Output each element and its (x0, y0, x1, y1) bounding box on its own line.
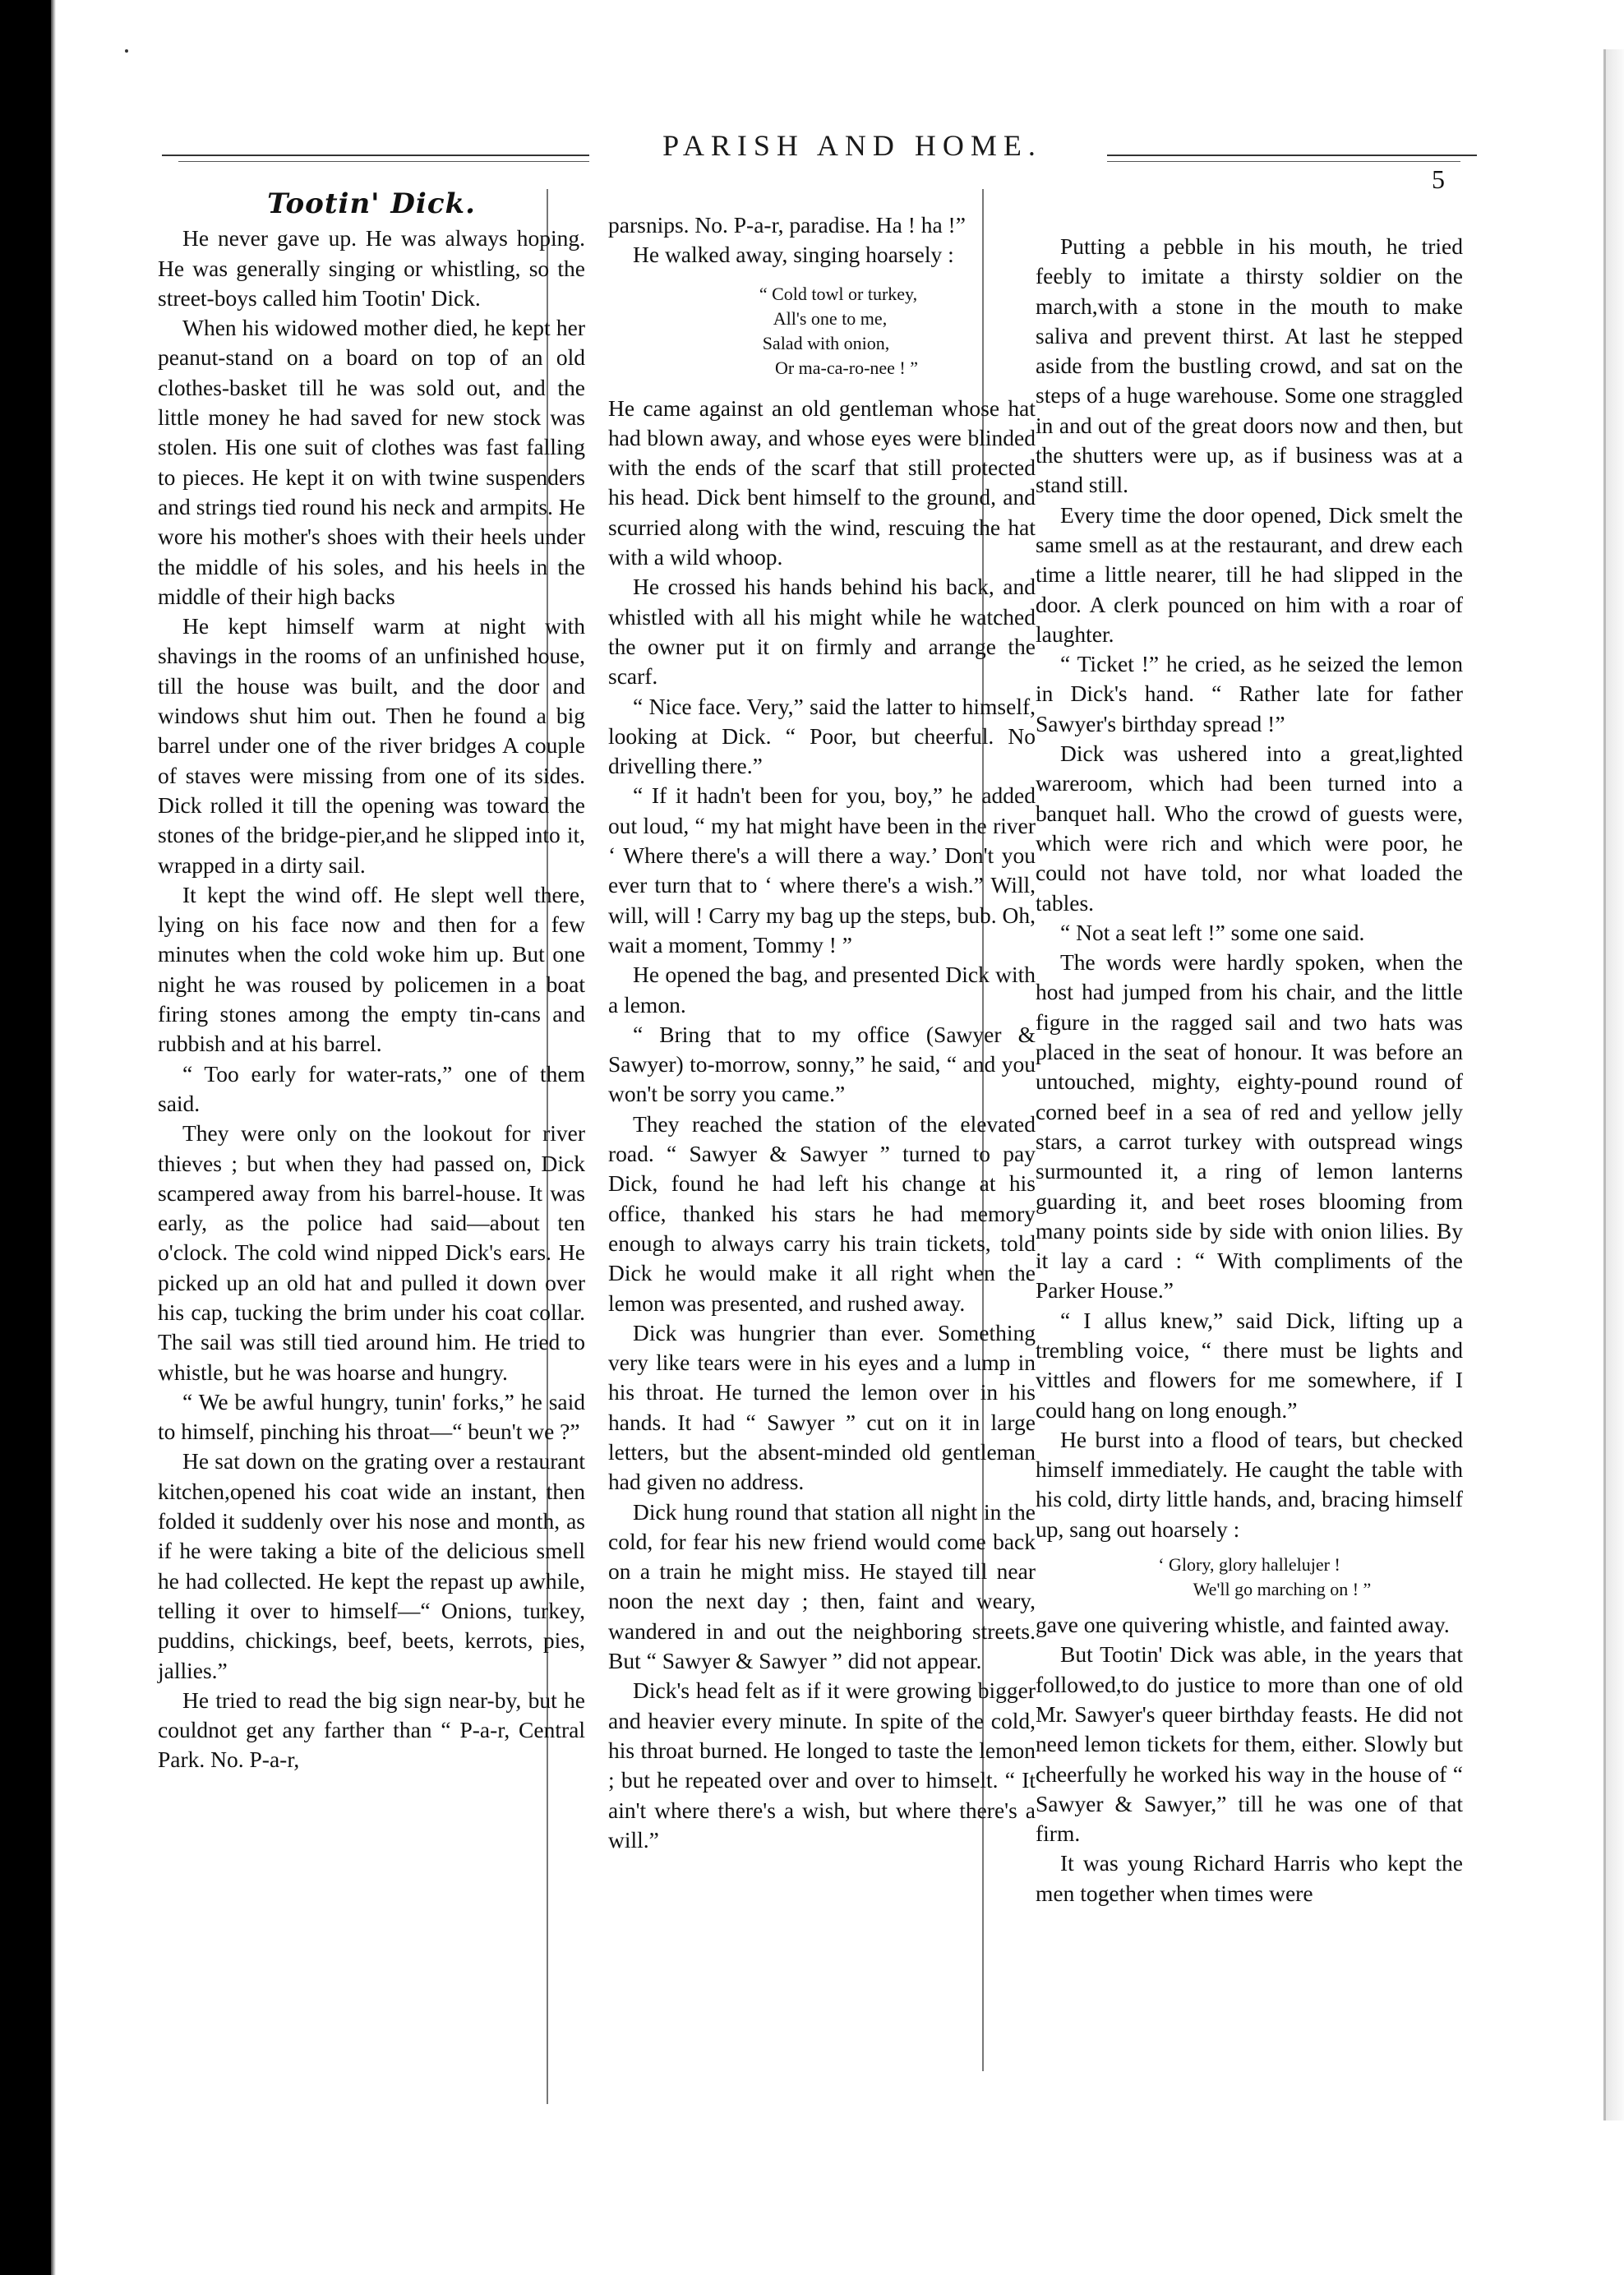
paragraph: Dick was hungrier than ever. Something very like tears were in his eyes and a lump in his throat. He turned the lemon over in his hands. It had “ Sawyer ” cut on it in large letters, but the absent-minded old gentleman had given no address. (608, 1319, 1036, 1495)
paragraph: He kept himself warm at night with shavings in the rooms of an unfinished house, till the house was built, and the door and windows shut him out. Then he found a big barrel under one of the river bridges A couple of staves were missing from one of its sides. Dick rolled it till the opening was toward the stones of the bridge-pier,and he slipped into it, wrapped in a dirty sail. (158, 613, 585, 878)
paragraph: Dick's head felt as if it were growing bigger and heavier every minute. In spite of the cold, his throat burned. He longed to taste the lemon ; but he repeated over and over to himselt. “ It ain't where there's a wish, but where there's a will.” (608, 1677, 1036, 1853)
column-3 (1036, 232, 1463, 1908)
verse-line: “ Cold towl or turkey, (759, 283, 918, 304)
paragraph: When his widowed mother died, he kept her peanut-stand on a board on top of an old clothes-basket till he was sold out, and the little money he had saved for new stock was stolen. His one suit of clothes was fast falling to pieces. He kept it on with twine suspenders and strings tied round his neck and armpits. He wore his mother's shoes with their heels under the middle of his soles, and his heels in the middle of their high backs (158, 315, 585, 609)
paragraph: He burst into a flood of tears, but checked himself immediately. He caught the table with his cold, dirty little hands, and, bracing himself up, sang out hoarsely : (1036, 1426, 1463, 1542)
header-rule-right-thin (1107, 161, 1460, 162)
header-rule-right (1107, 155, 1477, 156)
scan-margin-right (1603, 49, 1624, 2120)
paragraph: “ Not a seat left !” some one said. (1060, 919, 1365, 945)
paragraph: But Tootin' Dick was able, in the years that followed,to do justice to more than one of old Mr. Sawyer's queer birthday feasts. He did not need lemon tickets for them, either. Slowly but cheerfully he worked his way in the house of “ Sawyer & Sawyer,” till he was one of that firm. (1036, 1641, 1463, 1847)
header-rule-left (162, 155, 589, 156)
paragraph: He tried to read the big sign near-by, but he couldnot get any farther than “ P-a-r, Central Park. No. P-a-r, (158, 1687, 585, 1773)
paragraph: He never gave up. He was always hoping. He was generally singing or whistling, so the street-boys called him Tootin' Dick. (158, 225, 585, 311)
paragraph: Every time the door opened, Dick smelt the same smell as at the restaurant, and drew each time a little nearer, till he had slipped in the door. A clerk pounced on him with a roar of laughter. (1036, 501, 1463, 647)
scan-margin-left (0, 0, 51, 2275)
article-title: Tootin' Dick. (267, 187, 476, 220)
paragraph: It was young Richard Harris who kept the men together when times were (1036, 1850, 1463, 1906)
paragraph: “ Nice face. Very,” said the latter to himself, looking at Dick. “ Poor, but cheerful. No drivelling there.” (608, 693, 1036, 779)
paragraph: He opened the bag, and presented Dick with a lemon. (608, 962, 1036, 1018)
song-verse (1036, 1553, 1463, 1602)
paragraph: He walked away, singing hoarsely : (633, 242, 954, 268)
paragraph: “ If it hadn't been for you, boy,” he added out loud, “ my hat might have been in the river ‘ Where there's a will there a way.’ Don't you ever turn that to ‘ where there's a wish.” Will, will, will ! Carry my bag up the steps, bub. Oh, wait a moment, Tommy ! ” (608, 782, 1036, 958)
publication-title: PARISH AND HOME. (662, 129, 1042, 162)
scan-speck (125, 49, 128, 53)
paragraph: He crossed his hands behind his back, and whistled with all his might while he watched the owner put it on firmly and arrange the scarf. (608, 574, 1036, 690)
verse-line: Or ma-ca-ro-nee ! ” (774, 357, 919, 378)
paragraph: “ Bring that to my office (Sawyer & Sawyer) to-morrow, sonny,” he said, “ and you won't be sorry you came.” (608, 1021, 1036, 1107)
verse-line: All's one to me, (773, 307, 888, 329)
paragraph: The words were hardly spoken, when the host had jumped from his chair, and the little figure in the ragged sail and two hats was placed in the seat of honour. It was before an untouched, mighty, eighty-pound round of corned beef in a sea of red and yellow jelly stars, a carrot turkey with outspread wings surmounted it, a ring of lemon lanterns guarding it, and beet roses blooming from many points side by side with onion lilies. By it lay a card : “ With compliments of the Parker House.” (1036, 949, 1463, 1304)
column-1 (158, 189, 585, 1775)
paragraph: Dick was ushered into a great,lighted wareroom, which had been turned into a banquet hall. Who the crowd of guests were, which were rich and which were poor, he could not have told, nor what loaded the tables. (1036, 741, 1463, 916)
paragraph: He came against an old gentleman whose hat had blown away, and whose eyes were blinded with the ends of the scarf that still protected his head. Dick bent himself to the ground, and scurried along with the wind, rescuing the hat with a wild whoop. (608, 395, 1036, 570)
paragraph: “ We be awful hungry, tunin' forks,” he said to himself, pinching his throat—“ beun't we ?” (158, 1388, 585, 1445)
paragraph: Dick hung round that station all night in the cold, for fear his new friend would come back on a train he might miss. He stayed till near noon the next day ; then, faint and weary, wandered in and out the neighboring streets. But “ Sawyer & Sawyer ” did not appear. (608, 1498, 1036, 1674)
song-verse (608, 282, 1036, 381)
paragraph: gave one quivering whistle, and fainted away. (1036, 1612, 1450, 1638)
verse-line: Salad with onion, (762, 332, 890, 353)
paragraph: “ Ticket !” he cried, as he seized the lemon in Dick's hand. “ Rather late for father Sawyer's birthday spread !” (1036, 651, 1463, 736)
paragraph: He sat down on the grating over a restaurant kitchen,opened his coat wide an instant, then folded it suddenly over his nose and month, as if he were taking a bite of the delicious smell he had collected. He kept the repast up awhile, telling it over to himself—“ Onions, turkey, puddins, chickings, beef, beets, kerrots, pies, jallies.” (158, 1448, 585, 1683)
page (51, 0, 1604, 2275)
header-rule-left-thin (178, 161, 589, 162)
paragraph: parsnips. No. P-a-r, paradise. Ha ! ha !” (608, 212, 966, 238)
verse-line: ‘ Glory, glory hallelujer ! (1158, 1554, 1340, 1576)
paragraph: They were only on the lookout for river thieves ; but when they had passed on, Dick scampered away from his barrel-house. It was early, as the police had said—about ten o'clock. The cold wind nipped Dick's ears. He picked up an old hat and pulled it down over his cap, tucking the brim under his coat collar. The sail was still tied around him. He tried to whistle, but he was hoarse and hungry. (158, 1120, 585, 1385)
paragraph: “ Too early for water-rats,” one of them said. (158, 1060, 585, 1116)
paragraph: It kept the wind off. He slept well there, lying on his face now and then for a few minutes when the cold woke him up. But one night he was roused by policemen in a boat firing stones among the empty tin-cans and rubbish and at his barrel. (158, 881, 585, 1057)
paragraph: They reached the station of the elevated road. “ Sawyer & Sawyer ” turned to pay Dick, found he had left his change at his office, thanked his stars he had memory enough to always carry his train tickets, told Dick he would make it all right when the lemon was presented, and rushed away. (608, 1110, 1036, 1316)
column-2 (608, 210, 1036, 1855)
verse-line: We'll go marching on ! ” (1193, 1579, 1372, 1600)
page-header (162, 123, 1477, 173)
paragraph: Putting a pebble in his mouth, he tried feebly to imitate a thirsty soldier on the march,with a stone in the mouth to make saliva and prevent thirst. At last he stepped aside from the bustling crowd, and sat on the steps of a huge warehouse. Some one straggled in and out of the great doors now and then, but the shutters were up, as if business was at a stand still. (1036, 233, 1463, 498)
page-number: 5 (1432, 164, 1445, 194)
paragraph: “ I allus knew,” said Dick, lifting up a trembling voice, “ there must be lights and vittles and flowers for me somewhere, if I could hang on long enough.” (1036, 1307, 1463, 1423)
